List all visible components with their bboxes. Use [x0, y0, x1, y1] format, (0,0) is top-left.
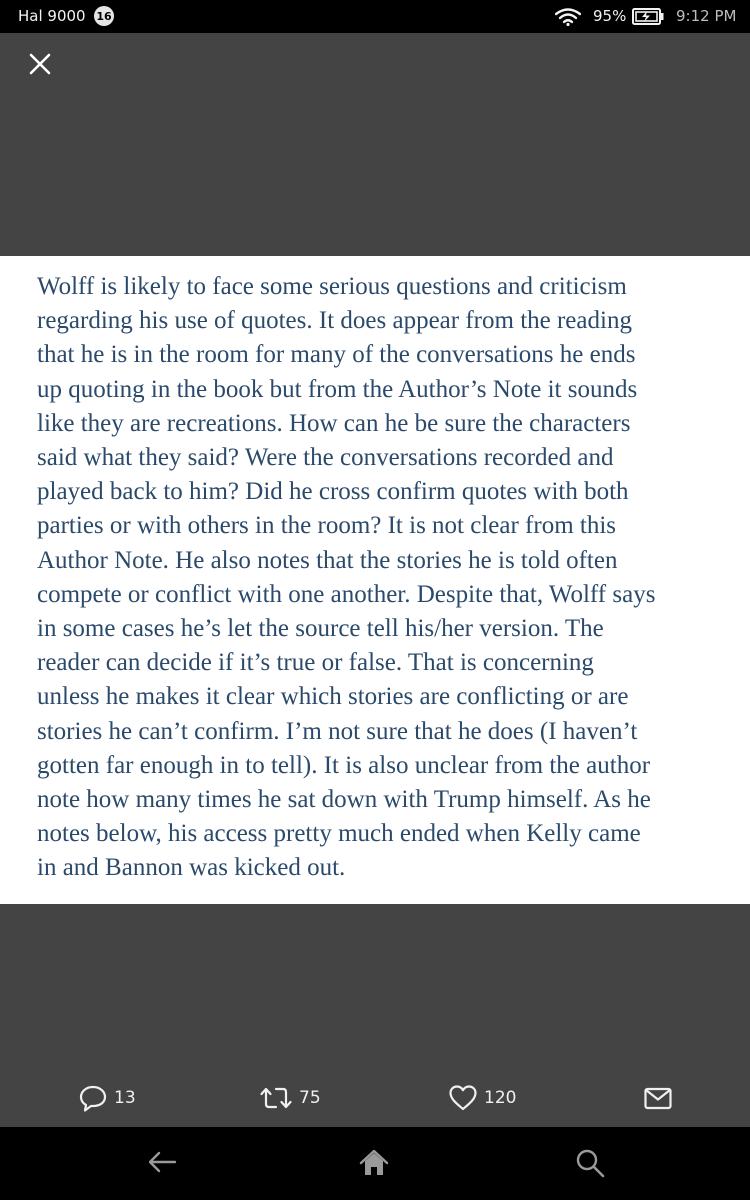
close-icon	[26, 50, 54, 78]
wifi-icon	[555, 8, 581, 30]
home-button[interactable]	[358, 1147, 390, 1183]
search-button[interactable]	[574, 1147, 606, 1183]
back-arrow-icon	[146, 1147, 178, 1177]
image-text: Wolff is likely to face some serious questions and criticism regarding his use of quotes. It does appear from the reading that he is in the room for many of the conversations he ends up quoting in the book but from the Author’s Note it sounds like they are recreations. How can he be sure the characters said what they said? Were the conversations recorded and played back to him? Did he cross confirm quotes with both parties or with others in the room? It is not clear from this Author Note. He also notes that the stories he is told often compete or conflict with one another. Despite that, Wolff says in some cases he’s let the source tell his/her version. The reader can decide if it’s true or false. That is concerning unless he makes it clear which stories are conflicting or are stories he can’t confirm. I’m not sure that he does (I haven’t gotten far enough in to tell). It is also unclear from the author note how many times he sat down with Trump himself. As he notes below, his access pretty much ended when Kelly came in and Bannon was kicked out.	[37, 273, 656, 882]
battery-percent: 95%	[593, 7, 627, 25]
retweet-icon	[259, 1084, 293, 1112]
share-button[interactable]	[643, 1084, 673, 1112]
reply-icon	[78, 1084, 108, 1112]
clock: 9:12 PM	[676, 7, 737, 25]
device-name: Hal 9000	[18, 7, 86, 25]
home-icon	[358, 1147, 390, 1179]
like-count: 120	[484, 1088, 517, 1108]
battery-charging-icon	[632, 8, 664, 29]
system-nav-bar	[0, 1127, 750, 1200]
tweet-action-bar	[0, 1078, 750, 1120]
back-button[interactable]	[146, 1147, 178, 1181]
reply-count: 13	[114, 1088, 136, 1108]
search-icon	[574, 1147, 606, 1179]
retweet-button[interactable]	[259, 1084, 321, 1112]
reply-button[interactable]	[78, 1084, 136, 1112]
retweet-count: 75	[299, 1088, 321, 1108]
envelope-icon	[643, 1084, 673, 1112]
heart-icon	[448, 1084, 478, 1112]
like-button[interactable]	[448, 1084, 516, 1112]
close-button[interactable]	[26, 50, 54, 78]
status-bar	[0, 0, 750, 33]
notification-badge: 16	[94, 6, 114, 26]
tweet-image	[0, 256, 750, 904]
